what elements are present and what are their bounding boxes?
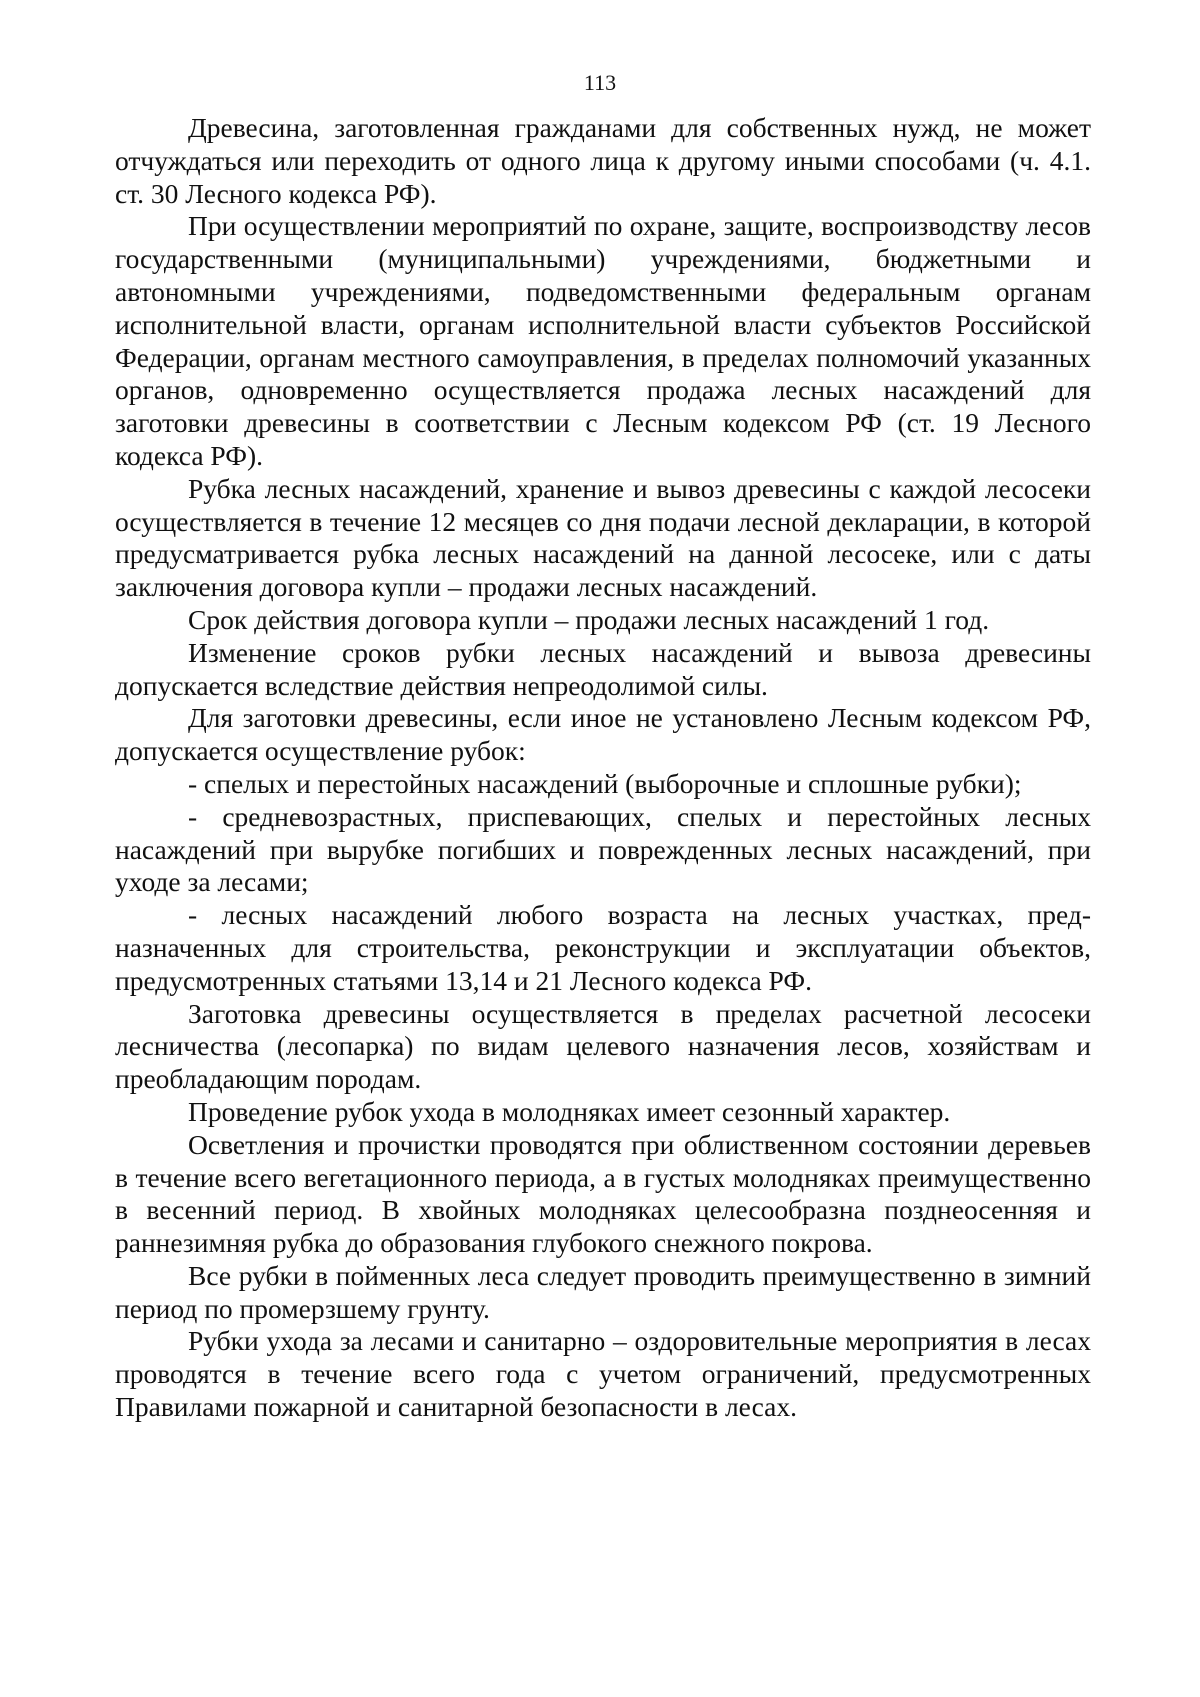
page-number: 113 — [583, 70, 617, 95]
paragraph: Для заготовки древесины, если иное не установлено Лесным кодексом РФ, допускается осуществление рубок: — [115, 702, 1091, 767]
paragraph: Проведение рубок ухода в молодняках имеет сезонный характер. — [188, 1095, 951, 1127]
list-item: - спелых и перестойных насаждений (выборочные и сплошные рубки); — [188, 767, 1022, 799]
document-body — [115, 112, 1091, 1424]
paragraph: Осветления и прочистки проводятся при облиственном состоянии деревьев в течение всего вегетационного периода, а в густых молодняках преимущественно в весенний период. В хвойных молодняках целесообразна позднеосенняя и раннезимняя рубка до образования глубокого снежного покрова. — [115, 1128, 1091, 1259]
paragraph: Изменение сроков рубки лесных насаждений и вывоза древесины допускается вследствие действия непреодолимой силы. — [115, 636, 1091, 701]
list-item: - средневозрастных, приспевающих, спелых и перестойных лесных насаждений при вырубке погибших и поврежденных лесных насаждений, при уходе за лесами; — [115, 800, 1091, 898]
list-item: - лесных насаждений любого возраста на лесных участках, пред-назначенных для строительства, реконструкции и эксплуатации объектов, предусмотренных статьями 13,14 и 21 Лесного кодекса РФ. — [115, 899, 1091, 996]
paragraph: Рубка лесных насаждений, хранение и вывоз древесины с каждой лесосеки осуществляется в течение 12 месяцев со дня подачи лесной декларации, в которой предусматривается рубка лесных насаждений на данной лесосеке, или с даты заключения договора купли – продажи лесных насаждений. — [115, 472, 1091, 603]
paragraph: Рубки ухода за лесами и санитарно – оздоровительные мероприятия в лесах проводятся в течение всего года с учетом ограничений, предусмотренных Правилами пожарной и санитарной безопасности в лесах. — [115, 1325, 1091, 1423]
paragraph: Заготовка древесины осуществляется в пределах расчетной лесосеки лесничества (лесопарка) по видам целевого назначения лесов, хозяйствам и преобладающим породам. — [115, 997, 1091, 1095]
paragraph: Древесина, заготовленная гражданами для собственных нужд, не может отчуждаться или переходить от одного лица к другому иными способами (ч. 4.1. ст. 30 Лесного кодекса РФ). — [115, 112, 1091, 209]
paragraph: Все рубки в пойменных леса следует проводить преимущественно в зимний период по промерзшему грунту. — [115, 1259, 1091, 1324]
paragraph: При осуществлении мероприятий по охране, защите, воспроизводству лесов государственными (муниципальными) учреждениями, бюджетными и автономными учреждениями, подведомственными федеральным органам исполнительной власти, органам исполнительной власти субъектов Российской Федерации, органам местного самоуправления, в пределах полномочий указанных органов, одновременно осуществляется продажа лесных насаждений для заготовки древесины в соответствии с Лесным кодексом РФ (ст. 19 Лесного кодекса РФ). — [115, 210, 1091, 471]
paragraph: Срок действия договора купли – продажи лесных насаждений 1 год. — [188, 603, 990, 635]
